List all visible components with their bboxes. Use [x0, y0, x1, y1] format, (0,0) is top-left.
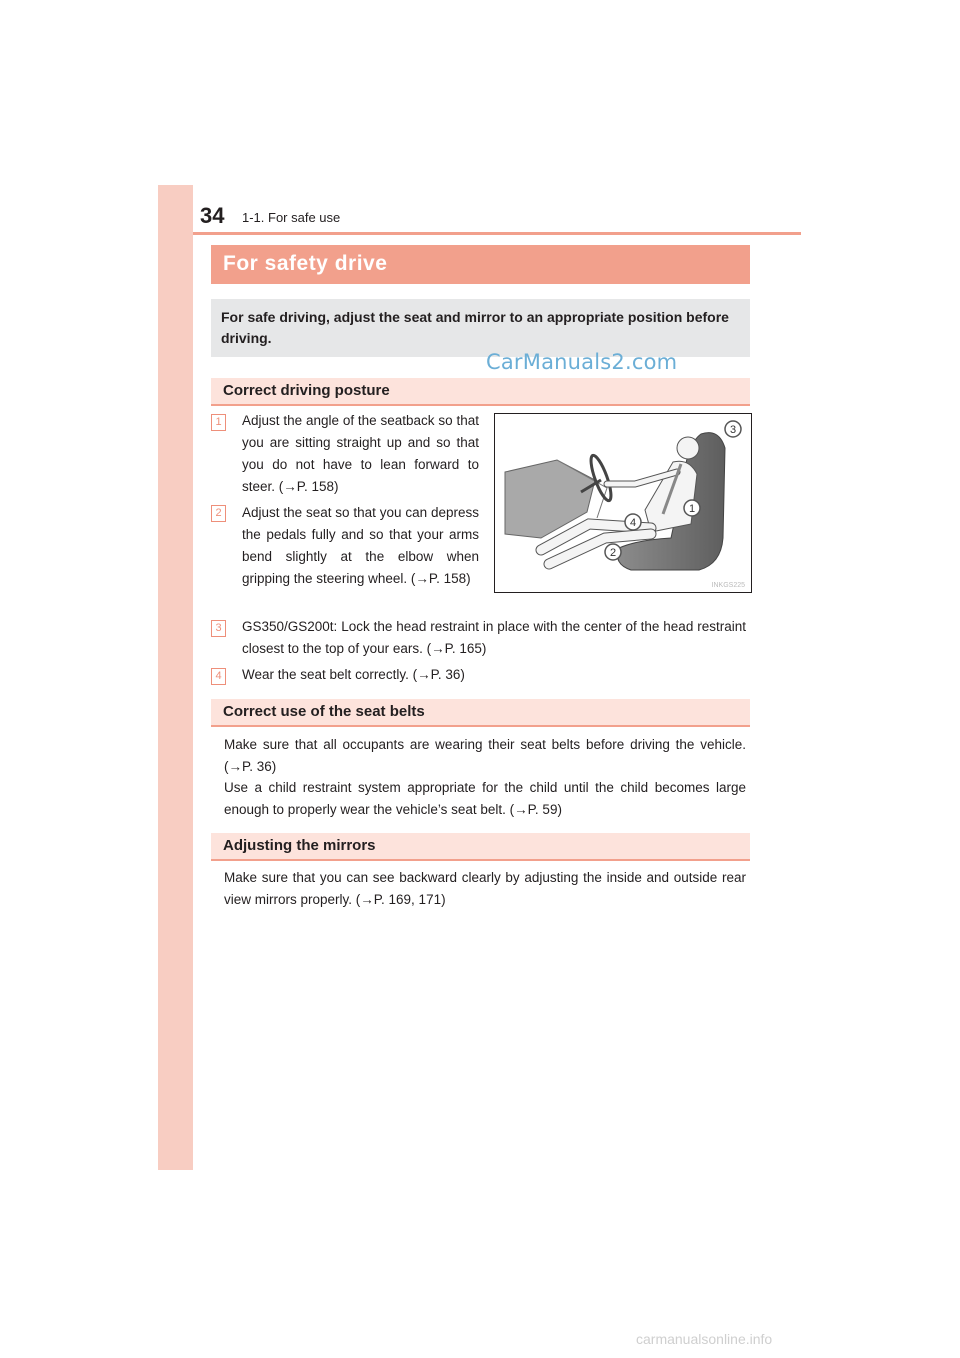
seat-belts-paragraph-1: Make sure that all occupants are wearing their seat belts before driving the vehicle. (→P. 36): [224, 737, 746, 774]
item-number-badge: 2: [211, 505, 226, 522]
running-head: 1-1. For safe use: [242, 210, 341, 225]
seat-belts-paragraph-2: Use a child restraint system appropriate for the child until the child becomes large enough to properly wear the vehicle’s seat belt. (→P. 59): [224, 780, 746, 817]
header-rule: [193, 232, 801, 235]
subhead-label: Adjusting the mirrors: [223, 837, 376, 854]
section-title-bar: [211, 245, 750, 284]
subhead-mirrors: [211, 833, 750, 861]
item-number-badge: 4: [211, 668, 226, 685]
intro-box: [211, 299, 750, 357]
section-title: For safety drive: [223, 252, 388, 275]
callout-2: 2: [609, 547, 617, 559]
driving-posture-illustration: [494, 413, 752, 593]
posture-item-4: Wear the seat belt correctly. (→P. 36): [242, 667, 465, 682]
intro-text: For safe driving, adjust the seat and mirror to an appropriate position before driving.: [221, 309, 729, 346]
subhead-label: Correct driving posture: [223, 382, 390, 399]
callout-3: 3: [729, 424, 737, 436]
subhead-driving-posture: [211, 378, 750, 406]
subhead-seat-belts: [211, 699, 750, 727]
watermark: CarManuals2.com: [486, 350, 678, 374]
seated-driver-figure: [495, 414, 751, 592]
callout-4: 4: [629, 517, 637, 529]
page-number: 34: [200, 203, 225, 228]
subhead-label: Correct use of the seat belts: [223, 703, 425, 720]
posture-item-1: Adjust the angle of the seatback so that you are sitting straight up and so that you do not have to lean forward to steer. (→P. 158): [242, 413, 479, 494]
posture-item-3: GS350/GS200t: Lock the head restraint in place with the center of the head restraint closest to the top of your ears. (→P. 165): [242, 619, 746, 656]
mirrors-paragraph: Make sure that you can see backward clearly by adjusting the inside and outside rear view mirrors properly. (→P. 169, 171): [224, 870, 746, 907]
posture-item-2: Adjust the seat so that you can depress the pedals fully and so that your arms bend slightly at the elbow when gripping the steering wheel. (→P. 158): [242, 505, 479, 586]
chapter-side-strip: [158, 185, 193, 1170]
footer-url: carmanualsonline.info: [636, 1331, 773, 1347]
figure-code: INKGS225: [711, 582, 745, 589]
item-number-badge: 1: [211, 414, 226, 431]
callout-1: 1: [688, 503, 696, 515]
item-number-badge: 3: [211, 620, 226, 637]
